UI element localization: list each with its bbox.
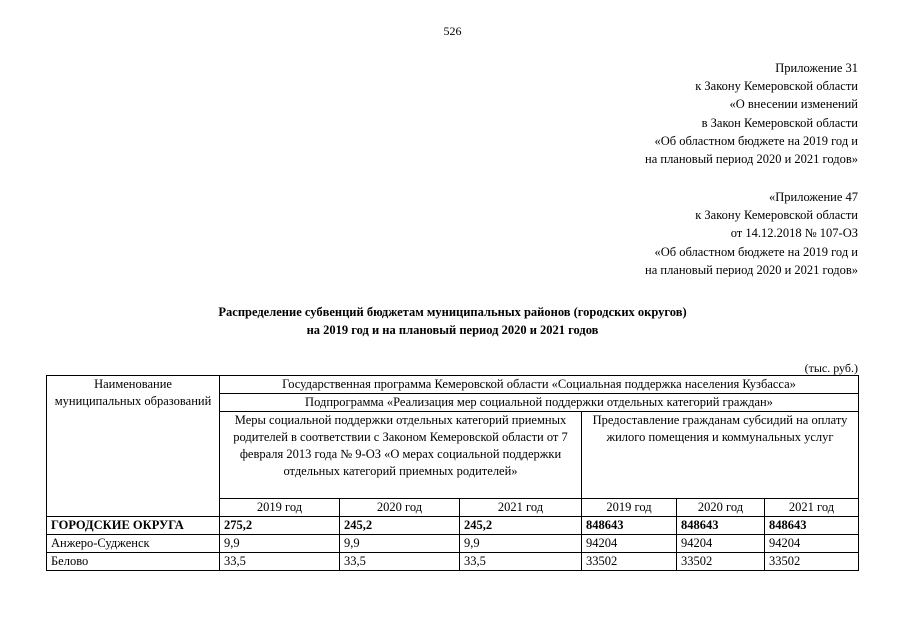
appendix-line: «О внесении изменений	[729, 97, 858, 112]
appendix-31-header	[645, 59, 858, 168]
table-row	[47, 553, 859, 571]
appendix-line: на плановый период 2020 и 2021 годов»	[645, 152, 858, 167]
value-cell: 275,2	[220, 517, 340, 535]
table-row	[47, 517, 859, 535]
year-header: 2020 год	[340, 499, 460, 517]
units-label: (тыс. руб.)	[804, 361, 858, 375]
value-cell: 245,2	[340, 517, 460, 535]
value-cell: 9,9	[340, 535, 460, 553]
municipality-name: Белово	[47, 553, 220, 571]
appendix-line: в Закон Кемеровской области	[701, 115, 858, 130]
value-cell: 33,5	[340, 553, 460, 571]
appendix-line: на плановый период 2020 и 2021 годов»	[645, 262, 858, 277]
appendix-line: к Закону Кемеровской области	[695, 208, 858, 223]
municipality-name: Анжеро-Судженск	[47, 535, 220, 553]
value-cell: 245,2	[460, 517, 582, 535]
appendix-line: Приложение 31	[775, 61, 858, 75]
value-cell: 94204	[677, 535, 765, 553]
value-cell: 33,5	[460, 553, 582, 571]
year-header: 2019 год	[220, 499, 340, 517]
page-number: 526	[443, 24, 462, 38]
appendix-line: «Об областном бюджете на 2019 год и	[654, 133, 858, 148]
municipality-column-header: Наименование муниципальных образований	[47, 376, 220, 517]
appendix-line: «Приложение 47	[769, 190, 858, 204]
appendix-line: «Об областном бюджете на 2019 год и	[654, 244, 858, 259]
value-cell: 9,9	[460, 535, 582, 553]
title-line-2: на 2019 год и на плановый период 2020 и 2021 годов	[306, 323, 599, 337]
subprogram-header: Подпрограмма «Реализация мер социальной поддержки отдельных категорий граждан»	[220, 394, 859, 412]
value-cell: 848643	[765, 517, 859, 535]
program-header: Государственная программа Кемеровской области «Социальная поддержка населения Кузбасса»	[220, 376, 859, 394]
appendix-line: от 14.12.2018 № 107-ОЗ	[730, 226, 858, 241]
value-cell: 33502	[582, 553, 677, 571]
value-cell: 848643	[677, 517, 765, 535]
value-cell: 9,9	[220, 535, 340, 553]
value-cell: 33502	[765, 553, 859, 571]
table-row	[47, 535, 859, 553]
subventions-table	[46, 375, 859, 571]
measure-housing-subsidies-header: Предоставление гражданам субсидий на оплату жилого помещения и коммунальных услуг	[582, 412, 859, 499]
year-header: 2020 год	[677, 499, 765, 517]
year-header: 2021 год	[765, 499, 859, 517]
municipality-name: ГОРОДСКИЕ ОКРУГА	[47, 517, 220, 535]
year-header: 2019 год	[582, 499, 677, 517]
value-cell: 33502	[677, 553, 765, 571]
title-line-1: Распределение субвенций бюджетам муниципальных районов (городских округов)	[218, 305, 687, 319]
appendix-line: к Закону Кемеровской области	[695, 79, 858, 94]
year-header: 2021 год	[460, 499, 582, 517]
document-title	[0, 303, 905, 339]
appendix-47-header	[645, 188, 858, 279]
value-cell: 33,5	[220, 553, 340, 571]
value-cell: 94204	[582, 535, 677, 553]
value-cell: 94204	[765, 535, 859, 553]
measure-foster-parents-header: Меры социальной поддержки отдельных категорий приемных родителей в соответствии с Законом Кемеровской области от 7 февраля 2013 года № 9-ОЗ «О мерах социальной поддержки отдельных категорий приемных родителей»	[220, 412, 582, 499]
value-cell: 848643	[582, 517, 677, 535]
